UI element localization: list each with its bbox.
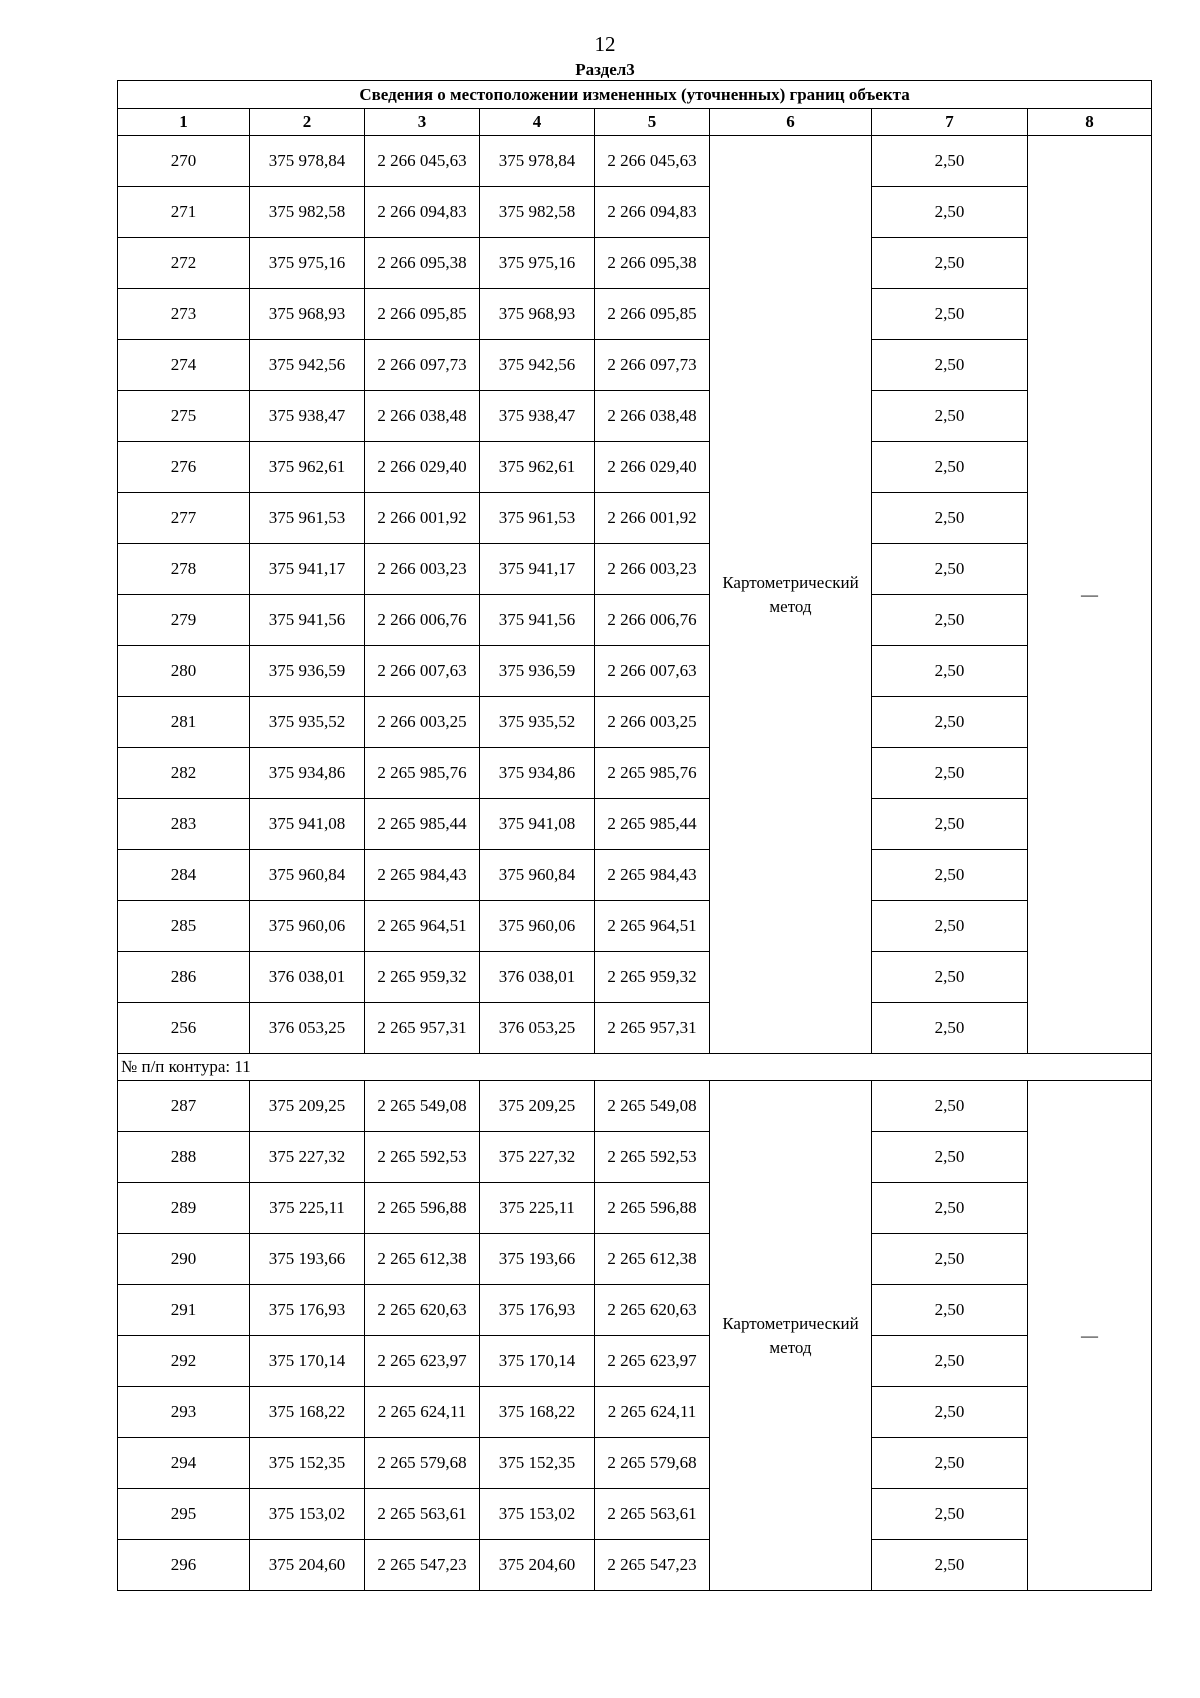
x-new-cell: 375 209,25 [480,1081,595,1132]
accuracy-cell: 2,50 [872,289,1028,340]
y-old-cell: 2 265 547,23 [365,1540,480,1591]
y-old-cell: 2 265 612,38 [365,1234,480,1285]
x-new-cell: 375 152,35 [480,1438,595,1489]
table-row [118,1081,1152,1132]
table-row [118,544,1152,595]
y-new-cell: 2 266 006,76 [595,595,710,646]
x-old-cell: 375 225,11 [250,1183,365,1234]
y-new-cell: 2 265 592,53 [595,1132,710,1183]
column-header: 3 [365,109,480,136]
column-header: 8 [1028,109,1152,136]
y-old-cell: 2 266 003,25 [365,697,480,748]
y-old-cell: 2 265 596,88 [365,1183,480,1234]
x-old-cell: 375 968,93 [250,289,365,340]
point-number-cell: 279 [118,595,250,646]
y-new-cell: 2 266 007,63 [595,646,710,697]
point-number-cell: 293 [118,1387,250,1438]
y-old-cell: 2 265 624,11 [365,1387,480,1438]
point-number-cell: 274 [118,340,250,391]
note-cell: — [1028,1081,1152,1591]
y-old-cell: 2 266 095,85 [365,289,480,340]
x-old-cell: 375 941,56 [250,595,365,646]
accuracy-cell: 2,50 [872,901,1028,952]
x-new-cell: 375 982,58 [480,187,595,238]
x-new-cell: 376 053,25 [480,1003,595,1054]
column-header: 1 [118,109,250,136]
point-number-cell: 275 [118,391,250,442]
accuracy-cell: 2,50 [872,1132,1028,1183]
table-row [118,187,1152,238]
accuracy-cell: 2,50 [872,1387,1028,1438]
x-old-cell: 375 153,02 [250,1489,365,1540]
point-number-cell: 294 [118,1438,250,1489]
accuracy-cell: 2,50 [872,1183,1028,1234]
table-row [118,1489,1152,1540]
x-old-cell: 375 209,25 [250,1081,365,1132]
table-caption-row [118,81,1152,109]
table-row [118,1438,1152,1489]
point-number-cell: 290 [118,1234,250,1285]
column-header: 2 [250,109,365,136]
accuracy-cell: 2,50 [872,1081,1028,1132]
x-new-cell: 375 170,14 [480,1336,595,1387]
y-new-cell: 2 266 097,73 [595,340,710,391]
x-new-cell: 375 960,84 [480,850,595,901]
table-row [118,238,1152,289]
accuracy-cell: 2,50 [872,136,1028,187]
point-number-cell: 276 [118,442,250,493]
accuracy-cell: 2,50 [872,238,1028,289]
y-old-cell: 2 265 563,61 [365,1489,480,1540]
y-old-cell: 2 266 095,38 [365,238,480,289]
x-new-cell: 375 975,16 [480,238,595,289]
x-new-cell: 375 978,84 [480,136,595,187]
x-old-cell: 375 961,53 [250,493,365,544]
x-new-cell: 375 936,59 [480,646,595,697]
y-old-cell: 2 265 959,32 [365,952,480,1003]
x-old-cell: 375 204,60 [250,1540,365,1591]
y-new-cell: 2 265 985,76 [595,748,710,799]
y-new-cell: 2 265 620,63 [595,1285,710,1336]
y-old-cell: 2 265 549,08 [365,1081,480,1132]
point-number-cell: 287 [118,1081,250,1132]
x-old-cell: 375 152,35 [250,1438,365,1489]
x-new-cell: 375 204,60 [480,1540,595,1591]
table-row [118,1003,1152,1054]
x-new-cell: 375 941,17 [480,544,595,595]
table-row [118,1183,1152,1234]
y-new-cell: 2 266 095,85 [595,289,710,340]
point-number-cell: 289 [118,1183,250,1234]
y-new-cell: 2 266 003,23 [595,544,710,595]
y-old-cell: 2 266 094,83 [365,187,480,238]
accuracy-cell: 2,50 [872,850,1028,901]
table-row [118,697,1152,748]
note-cell: — [1028,136,1152,1054]
y-old-cell: 2 265 964,51 [365,901,480,952]
y-new-cell: 2 265 612,38 [595,1234,710,1285]
accuracy-cell: 2,50 [872,646,1028,697]
x-old-cell: 375 227,32 [250,1132,365,1183]
point-number-cell: 272 [118,238,250,289]
y-new-cell: 2 265 624,11 [595,1387,710,1438]
x-old-cell: 375 978,84 [250,136,365,187]
x-old-cell: 375 982,58 [250,187,365,238]
x-new-cell: 375 962,61 [480,442,595,493]
table-row [118,289,1152,340]
y-new-cell: 2 266 029,40 [595,442,710,493]
y-old-cell: 2 266 045,63 [365,136,480,187]
point-number-cell: 271 [118,187,250,238]
y-old-cell: 2 266 007,63 [365,646,480,697]
y-new-cell: 2 265 985,44 [595,799,710,850]
point-number-cell: 296 [118,1540,250,1591]
x-new-cell: 375 227,32 [480,1132,595,1183]
table-row [118,799,1152,850]
accuracy-cell: 2,50 [872,1003,1028,1054]
section-title: Раздел3 [575,60,635,79]
y-new-cell: 2 266 038,48 [595,391,710,442]
point-number-cell: 288 [118,1132,250,1183]
x-old-cell: 375 962,61 [250,442,365,493]
y-old-cell: 2 265 620,63 [365,1285,480,1336]
x-old-cell: 375 941,17 [250,544,365,595]
table-row [118,748,1152,799]
y-old-cell: 2 266 038,48 [365,391,480,442]
y-old-cell: 2 265 984,43 [365,850,480,901]
table-row [118,1132,1152,1183]
point-number-cell: 285 [118,901,250,952]
accuracy-cell: 2,50 [872,1540,1028,1591]
accuracy-cell: 2,50 [872,1489,1028,1540]
table-row [118,340,1152,391]
table-row [118,1234,1152,1285]
x-old-cell: 375 176,93 [250,1285,365,1336]
method-cell: Картометрический метод [710,1081,872,1591]
x-new-cell: 376 038,01 [480,952,595,1003]
table-row [118,595,1152,646]
x-old-cell: 375 960,06 [250,901,365,952]
y-old-cell: 2 265 579,68 [365,1438,480,1489]
y-new-cell: 2 265 549,08 [595,1081,710,1132]
x-old-cell: 376 053,25 [250,1003,365,1054]
column-header: 6 [710,109,872,136]
accuracy-cell: 2,50 [872,1234,1028,1285]
y-new-cell: 2 265 623,97 [595,1336,710,1387]
boundary-coordinates-table [117,80,1152,1591]
accuracy-cell: 2,50 [872,595,1028,646]
y-old-cell: 2 265 985,44 [365,799,480,850]
table-row [118,442,1152,493]
x-new-cell: 375 941,08 [480,799,595,850]
y-new-cell: 2 265 957,31 [595,1003,710,1054]
x-old-cell: 375 960,84 [250,850,365,901]
x-new-cell: 375 168,22 [480,1387,595,1438]
x-old-cell: 375 934,86 [250,748,365,799]
contour-label: № п/п контура: 11 [118,1054,1152,1081]
y-old-cell: 2 266 006,76 [365,595,480,646]
y-old-cell: 2 266 003,23 [365,544,480,595]
y-new-cell: 2 265 579,68 [595,1438,710,1489]
point-number-cell: 295 [118,1489,250,1540]
point-number-cell: 280 [118,646,250,697]
accuracy-cell: 2,50 [872,799,1028,850]
x-old-cell: 375 938,47 [250,391,365,442]
y-old-cell: 2 266 029,40 [365,442,480,493]
point-number-cell: 278 [118,544,250,595]
point-number-cell: 292 [118,1336,250,1387]
y-new-cell: 2 265 547,23 [595,1540,710,1591]
table-row [118,1540,1152,1591]
accuracy-cell: 2,50 [872,391,1028,442]
table-row [118,493,1152,544]
y-old-cell: 2 266 097,73 [365,340,480,391]
accuracy-cell: 2,50 [872,1336,1028,1387]
x-old-cell: 375 193,66 [250,1234,365,1285]
y-new-cell: 2 266 095,38 [595,238,710,289]
x-old-cell: 375 936,59 [250,646,365,697]
y-old-cell: 2 265 957,31 [365,1003,480,1054]
x-new-cell: 375 942,56 [480,340,595,391]
x-new-cell: 375 935,52 [480,697,595,748]
accuracy-cell: 2,50 [872,748,1028,799]
accuracy-cell: 2,50 [872,187,1028,238]
accuracy-cell: 2,50 [872,544,1028,595]
point-number-cell: 256 [118,1003,250,1054]
table-row [118,901,1152,952]
x-old-cell: 375 935,52 [250,697,365,748]
y-old-cell: 2 266 001,92 [365,493,480,544]
point-number-cell: 284 [118,850,250,901]
x-new-cell: 375 153,02 [480,1489,595,1540]
y-new-cell: 2 265 596,88 [595,1183,710,1234]
accuracy-cell: 2,50 [872,1285,1028,1336]
table-row [118,1285,1152,1336]
point-number-cell: 281 [118,697,250,748]
x-new-cell: 375 961,53 [480,493,595,544]
table-row [118,136,1152,187]
column-header-row [118,109,1152,136]
x-new-cell: 375 934,86 [480,748,595,799]
point-number-cell: 283 [118,799,250,850]
x-new-cell: 375 938,47 [480,391,595,442]
accuracy-cell: 2,50 [872,1438,1028,1489]
y-old-cell: 2 265 623,97 [365,1336,480,1387]
accuracy-cell: 2,50 [872,340,1028,391]
x-new-cell: 375 941,56 [480,595,595,646]
x-old-cell: 375 942,56 [250,340,365,391]
x-new-cell: 375 968,93 [480,289,595,340]
y-old-cell: 2 265 592,53 [365,1132,480,1183]
x-old-cell: 375 975,16 [250,238,365,289]
y-new-cell: 2 266 001,92 [595,493,710,544]
contour-row [118,1054,1152,1081]
table-row [118,646,1152,697]
y-new-cell: 2 265 984,43 [595,850,710,901]
table-row [118,952,1152,1003]
column-header: 4 [480,109,595,136]
point-number-cell: 282 [118,748,250,799]
x-old-cell: 375 941,08 [250,799,365,850]
table-row [118,1336,1152,1387]
column-header: 5 [595,109,710,136]
y-new-cell: 2 266 094,83 [595,187,710,238]
column-header: 7 [872,109,1028,136]
point-number-cell: 270 [118,136,250,187]
point-number-cell: 273 [118,289,250,340]
y-new-cell: 2 265 959,32 [595,952,710,1003]
x-old-cell: 375 170,14 [250,1336,365,1387]
x-new-cell: 375 960,06 [480,901,595,952]
accuracy-cell: 2,50 [872,493,1028,544]
x-new-cell: 375 176,93 [480,1285,595,1336]
x-new-cell: 375 225,11 [480,1183,595,1234]
table-row [118,1387,1152,1438]
point-number-cell: 291 [118,1285,250,1336]
x-new-cell: 375 193,66 [480,1234,595,1285]
y-new-cell: 2 265 964,51 [595,901,710,952]
table-caption: Сведения о местоположении измененных (уточненных) границ объекта [118,81,1152,109]
table-row [118,391,1152,442]
x-old-cell: 376 038,01 [250,952,365,1003]
y-new-cell: 2 265 563,61 [595,1489,710,1540]
method-cell: Картометрический метод [710,136,872,1054]
page-number: 12 [594,32,616,56]
accuracy-cell: 2,50 [872,442,1028,493]
table-row [118,850,1152,901]
accuracy-cell: 2,50 [872,697,1028,748]
point-number-cell: 277 [118,493,250,544]
y-new-cell: 2 266 003,25 [595,697,710,748]
point-number-cell: 286 [118,952,250,1003]
accuracy-cell: 2,50 [872,952,1028,1003]
x-old-cell: 375 168,22 [250,1387,365,1438]
y-new-cell: 2 266 045,63 [595,136,710,187]
y-old-cell: 2 265 985,76 [365,748,480,799]
